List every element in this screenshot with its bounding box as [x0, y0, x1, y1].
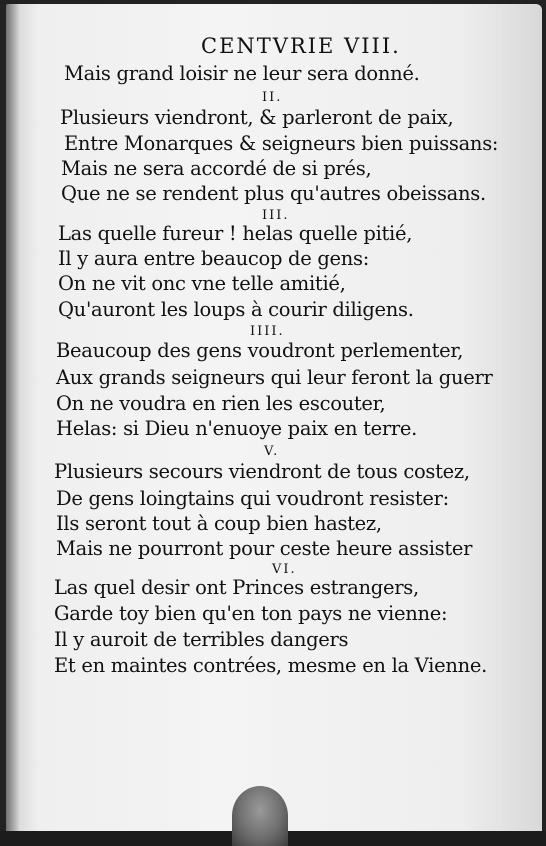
verse-line: Il y aura entre beaucop de gens:: [58, 247, 370, 270]
verse-line: On ne vit onc vne telle amitié,: [58, 272, 346, 295]
page-header: CENTVRIE VIII.: [201, 34, 401, 58]
book-page: [6, 4, 542, 831]
opening-line: Mais grand loisir ne leur sera donné.: [64, 62, 420, 85]
quatrain-number: IIII.: [250, 324, 285, 339]
page-text: [6, 4, 542, 831]
verse-line: Plusieurs secours viendront de tous costez,: [54, 460, 470, 483]
verse-line: Qu'auront les loups à courir diligens.: [58, 298, 414, 321]
verse-line: Que ne se rendent plus qu'autres obeissans.: [61, 182, 486, 205]
thumb-shadow: [232, 786, 288, 846]
verse-line: Aux grands seigneurs qui leur feront la guerr: [56, 366, 493, 389]
verse-line: Et en maintes contrées, mesme en la Vienne.: [54, 654, 488, 677]
verse-line: De gens loingtains qui voudront resister:: [56, 487, 449, 510]
verse-line: Las quel desir ont Princes estrangers,: [54, 576, 419, 599]
verse-line: Beaucoup des gens voudront perlementer,: [56, 339, 464, 362]
verse-line: Entre Monarques & seigneurs bien puissans:: [64, 132, 499, 155]
verse-line: Il y auroit de terribles dangers: [54, 628, 349, 651]
verse-line: Garde toy bien qu'en ton pays ne vienne:: [54, 602, 448, 625]
verse-line: Las quelle fureur ! helas quelle pitié,: [58, 222, 413, 245]
verse-line: On ne voudra en rien les escouter,: [56, 392, 386, 415]
verse-line: Mais ne sera accordé de si prés,: [61, 157, 372, 180]
quatrain-number: V.: [264, 444, 280, 459]
quatrain-number: III.: [262, 208, 290, 223]
quatrain-number: II.: [262, 90, 283, 105]
verse-line: Helas: si Dieu n'enuoye paix en terre.: [56, 417, 418, 440]
verse-line: Ils seront tout à coup bien hastez,: [56, 512, 382, 535]
verse-line: Plusieurs viendront, & parleront de paix,: [60, 106, 454, 129]
quatrain-number: VI.: [272, 562, 297, 577]
verse-line: Mais ne pourront pour ceste heure assister: [56, 537, 473, 560]
